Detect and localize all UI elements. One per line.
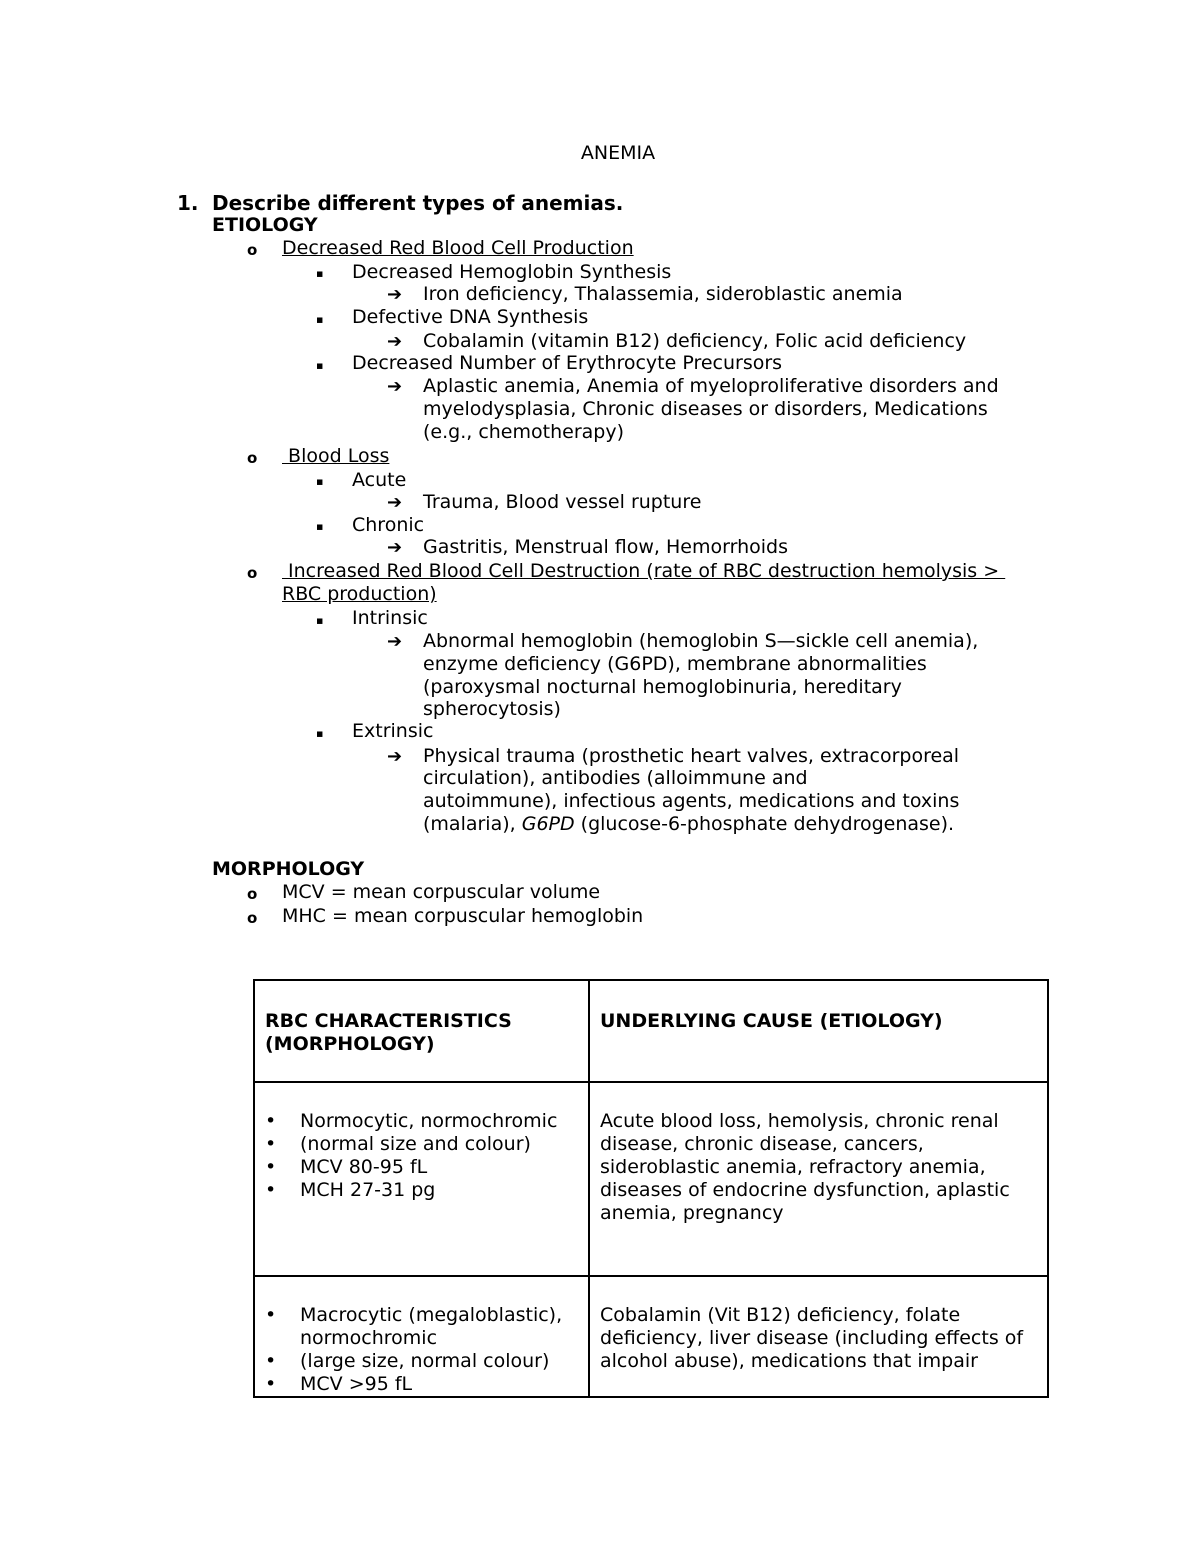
list-item [265, 1156, 580, 1179]
cat1-sub2: Defective DNA Synthesis [352, 306, 589, 328]
cat1-sub1-detail: Iron deficiency, Thalassemia, sideroblastic anemia [423, 283, 903, 305]
list-item [265, 1373, 580, 1396]
cat2-sub2-detail: Gastritis, Menstrual flow, Hemorrhoids [423, 536, 788, 558]
circle-bullet-icon: o [247, 564, 258, 582]
square-bullet-icon: ▪ [316, 727, 324, 740]
list-item-text: Normocytic, normochromic [300, 1110, 558, 1132]
circle-bullet-icon: o [247, 909, 258, 927]
table-cell [254, 1276, 589, 1397]
question-number: 1. [177, 191, 199, 215]
header-col2: UNDERLYING CAUSE (ETIOLOGY) [600, 1010, 943, 1032]
cat3-sub2: Extrinsic [352, 720, 434, 742]
list-item-text: MCH 27-31 pg [300, 1179, 436, 1201]
row1-col2-l1: Acute blood loss, hemolysis, chronic renal [600, 1110, 999, 1132]
arrow-right-icon: ➔ [387, 537, 403, 558]
list-item-text: Macrocytic (megaloblastic), [300, 1304, 563, 1326]
table-header-row [254, 980, 1048, 1082]
table-cell [589, 1082, 1048, 1276]
square-bullet-icon: ▪ [316, 313, 324, 326]
table-cell [254, 1082, 589, 1276]
square-bullet-icon: ▪ [316, 475, 324, 488]
detail-l4-c: (glucose-6-phosphate dehydrogenase). [574, 813, 955, 835]
detail-l4-b-italic: G6PD [521, 813, 575, 835]
cat2-sub2: Chronic [352, 514, 425, 536]
circle-bullet-icon: o [247, 241, 258, 259]
cat2-sub1: Acute [352, 469, 407, 491]
question-text: Describe different types of anemias. [212, 191, 624, 215]
morphology-heading: MORPHOLOGY [212, 858, 365, 880]
bullet-dot-icon: • [265, 1179, 277, 1201]
cat3-sub1-detail-l1: Abnormal hemoglobin (hemoglobin S—sickle cell anemia), [423, 630, 979, 652]
circle-bullet-icon: o [247, 449, 258, 467]
bullet-dot-icon: • [265, 1350, 277, 1372]
bullet-dot-icon: • [265, 1110, 277, 1132]
list-item [265, 1304, 580, 1350]
cat3-sub1-detail-l2: enzyme deficiency (G6PD), membrane abnormalities [423, 653, 927, 675]
etiology-cat1-label: Decreased Red Blood Cell Production [282, 237, 634, 259]
table-row [254, 1082, 1048, 1276]
etiology-heading: ETIOLOGY [212, 214, 318, 236]
arrow-right-icon: ➔ [387, 746, 403, 767]
row1-col2-l4: diseases of endocrine dysfunction, aplastic [600, 1179, 1010, 1201]
row1-col2-l3: sideroblastic anemia, refractory anemia, [600, 1156, 986, 1178]
morphology-item-mcv: MCV = mean corpuscular volume [282, 881, 601, 903]
cat3-sub1-detail-l3: (paroxysmal nocturnal hemoglobinuria, hereditary [423, 676, 902, 698]
cat1-sub3-detail-l3: (e.g., chemotherapy) [423, 421, 624, 443]
page-title: ANEMIA [580, 142, 656, 164]
header-col1-l2: (MORPHOLOGY) [265, 1033, 435, 1055]
arrow-right-icon: ➔ [387, 631, 403, 652]
square-bullet-icon: ▪ [316, 359, 324, 372]
table-header-cell [254, 980, 589, 1082]
row2-col2-l3: alcohol abuse), medications that impair [600, 1350, 978, 1372]
row1-col2-l5: anemia, pregnancy [600, 1202, 784, 1224]
cat1-sub3-detail-l1: Aplastic anemia, Anemia of myeloproliferative disorders and [423, 375, 999, 397]
arrow-right-icon: ➔ [387, 331, 403, 352]
row1-col2-l2: disease, chronic disease, cancers, [600, 1133, 924, 1155]
square-bullet-icon: ▪ [316, 614, 324, 627]
rbc-characteristics-table [253, 979, 1049, 1398]
cat2-sub1-detail: Trauma, Blood vessel rupture [423, 491, 702, 513]
list-item-text: (normal size and colour) [300, 1133, 531, 1155]
cat1-sub1: Decreased Hemoglobin Synthesis [352, 261, 672, 283]
table-header-cell [589, 980, 1048, 1082]
list-item-text: MCV >95 fL [300, 1373, 413, 1395]
circle-bullet-icon: o [247, 885, 258, 903]
cat3-sub1-detail-l4: spherocytosis) [423, 698, 561, 720]
detail-l4-a: (malaria), [423, 813, 522, 835]
cat3-sub2-detail-l3: autoimmune), infectious agents, medications and toxins [423, 790, 960, 812]
square-bullet-icon: ▪ [316, 520, 324, 533]
cat3-sub2-detail-l1: Physical trauma (prosthetic heart valves, extracorporeal [423, 745, 960, 767]
cat1-sub3-detail-l2: myelodysplasia, Chronic diseases or disorders, Medications [423, 398, 988, 420]
bullet-dot-icon: • [265, 1133, 277, 1155]
square-bullet-icon: ▪ [316, 267, 324, 280]
table-cell [589, 1276, 1048, 1397]
bullet-dot-icon: • [265, 1304, 277, 1326]
arrow-right-icon: ➔ [387, 492, 403, 513]
list-item-text: (large size, normal colour) [300, 1350, 550, 1372]
etiology-cat2-label: Blood Loss [282, 445, 390, 467]
etiology-cat3-label-l1: Increased Red Blood Cell Destruction (rate of RBC destruction hemolysis > [282, 560, 1006, 582]
cat3-sub2-detail-l2: circulation), antibodies (alloimmune and [423, 767, 808, 789]
cat3-sub1: Intrinsic [352, 607, 428, 629]
arrow-right-icon: ➔ [387, 284, 403, 305]
etiology-cat3-label-l2: RBC production) [282, 583, 437, 605]
row2-col2-l2: deficiency, liver disease (including effects of [600, 1327, 1024, 1349]
bullet-dot-icon: • [265, 1373, 277, 1395]
list-item [265, 1350, 580, 1373]
row2-col2-l1: Cobalamin (Vit B12) deficiency, folate [600, 1304, 961, 1326]
bullet-dot-icon: • [265, 1156, 277, 1178]
list-item [265, 1179, 580, 1202]
header-col1-l1: RBC CHARACTERISTICS [265, 1010, 512, 1032]
list-item [265, 1110, 580, 1133]
list-item-text: normochromic [300, 1327, 438, 1349]
table-row [254, 1276, 1048, 1397]
arrow-right-icon: ➔ [387, 376, 403, 397]
cat3-sub2-detail-l4 [423, 813, 954, 836]
list-item [265, 1133, 580, 1156]
list-item-text: MCV 80-95 fL [300, 1156, 428, 1178]
morphology-item-mhc: MHC = mean corpuscular hemoglobin [282, 905, 644, 927]
cat1-sub3: Decreased Number of Erythrocyte Precursors [352, 352, 783, 374]
cat1-sub2-detail: Cobalamin (vitamin B12) deficiency, Folic acid deficiency [423, 330, 967, 352]
